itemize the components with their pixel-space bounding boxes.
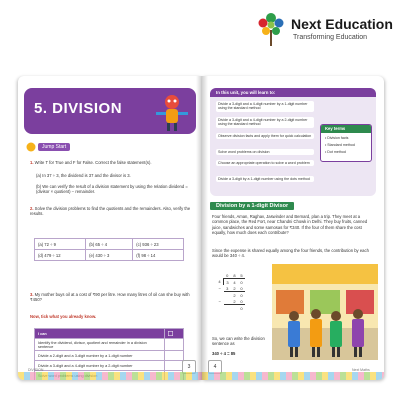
table-cell: (d) 479 ÷ 12 bbox=[35, 250, 86, 261]
division-equation: 340 ÷ 4 = 85 bbox=[212, 351, 236, 356]
checkbox-cell bbox=[165, 339, 184, 351]
checkbox-cell bbox=[165, 351, 184, 361]
book-spine bbox=[196, 76, 208, 380]
step-row: − 2 0 bbox=[218, 298, 243, 304]
key-term: • Dot method bbox=[325, 150, 346, 154]
table-cell: (c) 936 ÷ 23 bbox=[133, 239, 184, 250]
key-term: • Division facts bbox=[325, 136, 349, 140]
table-cell: (a) 72 ÷ 9 bbox=[35, 239, 86, 250]
quotient-digit: 8 bbox=[233, 272, 236, 278]
check-item: Divide a 3-digit and a 4-digit number by a 2-digit number bbox=[35, 361, 165, 371]
learning-item: Solve word problems on division bbox=[216, 149, 314, 155]
quotient-digit: 0 bbox=[226, 272, 229, 278]
table-row bbox=[35, 351, 184, 361]
left-page bbox=[18, 76, 202, 380]
check-item: Identify the dividend, divisor, quotient and remainder in a division sentence bbox=[35, 339, 165, 351]
question-1a: (a) In 37 ÷ 3, the dividend is 37 and the divisor is 3. bbox=[36, 173, 131, 178]
key-term: • Standard method bbox=[325, 143, 355, 147]
learning-item: Divide a 3-digit and a 4-digit number by a 1-digit number using the standard method bbox=[216, 101, 314, 112]
check-header-label: I can bbox=[35, 329, 165, 339]
step-row: 0 bbox=[216, 305, 245, 312]
dividend-digit: 0 bbox=[238, 279, 245, 286]
learning-item: Choose an appropriate operation to solve a word problem bbox=[216, 160, 314, 166]
checkbox-icon bbox=[168, 331, 173, 336]
check-header-tick bbox=[165, 329, 184, 339]
learning-header bbox=[210, 88, 376, 97]
page-number-left: 3 bbox=[182, 360, 196, 374]
decorative-strip bbox=[202, 372, 384, 380]
table-cell: (e) 430 ÷ 3 bbox=[86, 250, 133, 261]
table-cell: (f) 98 ÷ 14 bbox=[133, 250, 184, 261]
learning-objectives-box bbox=[210, 88, 376, 196]
table-row bbox=[35, 339, 184, 351]
dividend-digit: 3 bbox=[224, 279, 232, 286]
open-book bbox=[10, 70, 388, 388]
chapter-title: 5. DIVISION bbox=[34, 100, 123, 117]
conclusion-text: So, we can write the division sentence as bbox=[212, 336, 265, 347]
word-problem: Four friends, Aman, Raghav, Jaswinder and Bernard, plan a trip. They meet at a common place, the Red Fort, near Chandni Chowk in Delhi. They buy fruits, canned juice, sandwiches and some samosas for ₹340. If the four of them share the cost equally, how much does each contribute? bbox=[212, 214, 368, 236]
learning-item: Divide a 3-digit by a 1-digit number using the dots method bbox=[216, 176, 314, 182]
question-1: 1. Write T for True and F for False. Correct the false statement(s). bbox=[30, 160, 152, 165]
brand-logo bbox=[255, 10, 395, 50]
table-header bbox=[35, 329, 184, 339]
question-3: 3. My mother buys oil at a cost of ₹90 per litre. How many litres of oil can she buy with ₹450? bbox=[30, 292, 190, 303]
section-heading: Division by a 1-digit Divisor bbox=[210, 202, 294, 210]
table-row bbox=[35, 361, 184, 371]
question-1b: (b) We can verify the result of a division statement by using the relation dividend = (divisor × quotient) − remainder. bbox=[36, 184, 188, 195]
left-footer: DIVISION bbox=[28, 368, 44, 372]
mascot-icon bbox=[152, 90, 192, 134]
page-number-right: 4 bbox=[208, 360, 222, 374]
chapter-header bbox=[24, 88, 196, 134]
check-item: Divide a 2-digit and a 3-digit number by a 1-digit number bbox=[35, 351, 165, 361]
dividend-digit: 4 bbox=[231, 279, 238, 286]
key-terms-box bbox=[320, 124, 372, 162]
learning-item: Divide a 3-digit and a 4-digit number by a 2-digit number using the standard method bbox=[216, 117, 314, 128]
right-footer: Next Maths bbox=[352, 368, 370, 372]
table-row bbox=[35, 250, 184, 261]
long-division bbox=[216, 272, 245, 311]
tick-prompt: Now, tick what you already know. bbox=[30, 314, 97, 319]
question-2: 2. Solve the division problems to find the quotients and the remainders. Also, verify the results. bbox=[30, 206, 191, 217]
market-illustration bbox=[272, 264, 378, 360]
step-row: 2 0 bbox=[216, 292, 245, 299]
table-row bbox=[35, 239, 184, 250]
brand-name: Next Education bbox=[291, 16, 393, 32]
jump-start-icon bbox=[26, 142, 36, 152]
division-problems-table bbox=[34, 238, 184, 261]
table-cell: (b) 65 ÷ 4 bbox=[86, 239, 133, 250]
right-page bbox=[202, 76, 384, 380]
tree-logo-icon bbox=[255, 10, 287, 48]
learning-title: In this unit, you will learn to: bbox=[216, 89, 276, 95]
checkbox-cell bbox=[165, 361, 184, 371]
step-row: − 3 2 0 bbox=[218, 285, 243, 291]
learning-item: Observe division facts and apply them for quick calculation bbox=[216, 133, 314, 139]
brand-tagline: Transforming Education bbox=[293, 34, 368, 41]
divisor: 4 bbox=[216, 279, 224, 286]
decorative-strip bbox=[18, 372, 202, 380]
key-terms-title: Key terms bbox=[321, 125, 371, 133]
explanation: Since the expense is shared equally among the four friends, the contribution by each would be 340 ÷ 4. bbox=[212, 248, 369, 259]
section-label: Jump Start bbox=[38, 143, 70, 151]
quotient-digit: 5 bbox=[240, 272, 243, 278]
